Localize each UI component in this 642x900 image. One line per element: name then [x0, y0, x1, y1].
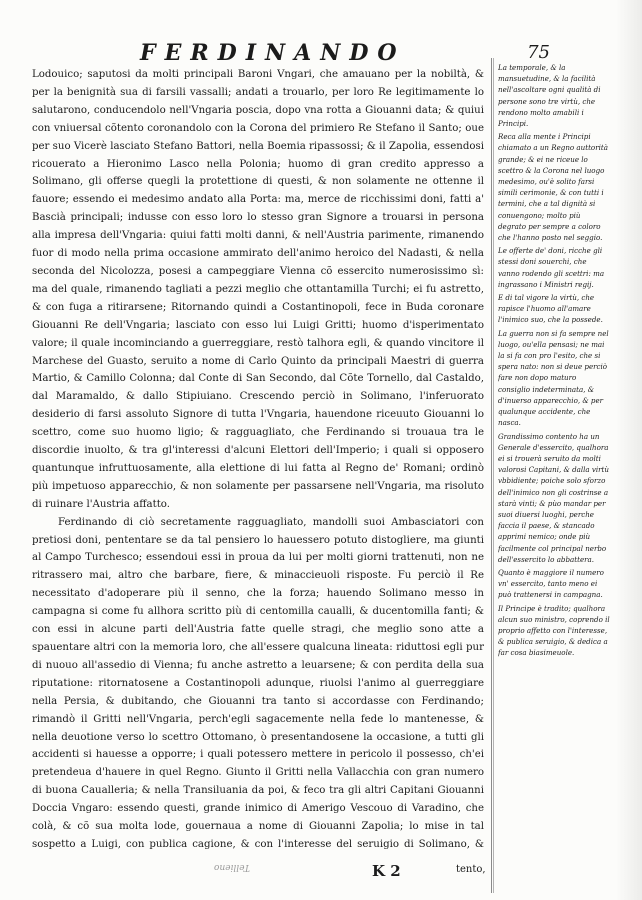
margin-note: Quanto è maggiore il numero vn' essercito, tanto meno ei può trattenersi in campagna. [498, 567, 604, 600]
running-title: FERDINANDO [140, 40, 406, 66]
margin-note: La temporale, & la mansuetudine, & la facilità nell'ascoltare ogni qualità di persone sono tre virtù, che rendono molto amabili i Principi. [498, 63, 601, 129]
marginal-notes [498, 62, 610, 852]
margin-note: E di tal vigore la virtù, che rapisce l'huomo all'amare l'inimico suo, che la possede. [498, 293, 603, 325]
catchword: tento, [456, 864, 486, 875]
bleed-through-text: Tellieno [214, 862, 250, 872]
margin-note: Il Principe è tradito; qualhora alcun suo ministro, coprendo il proprio affetto con l'interesse, & publica seruigio, & dedica a far cosa biasimeuole. [498, 603, 610, 658]
margin-note: Grandissimo contento ha un Generale d'essercito, qualhora ei si trouerà seruito da molti valorosi Capitani, & dalla virtù vbbidiente; poiche solo sforzo dell'inimico non gli costrinse a starà vinti; & pùo mandar per suoi diuersi luoghi, perche faccia il paese, & stancado apprimi nemico; onde più facilmente col principal nerbo dell'essercito lo abbattera. [498, 431, 609, 564]
page-number: 75 [527, 42, 550, 63]
main-text-column [32, 66, 484, 856]
signature-mark: K 2 [372, 862, 401, 880]
page-header [130, 40, 550, 66]
column-divider [491, 58, 492, 893]
page-edge-shadow [616, 0, 642, 900]
paragraph: Lodouico; saputosi da molti principali Baroni Vngari, che amauano per la nobiltà, & per la benignità sua di farsili vassalli; andati a trouarlo, per loro Re legitimamente lo salutarono, conducendolo nell'Vngaria poscia, dopo vna rotta a Giouanni data; & quiui con vniuersal cõtento coronandolo con la Corona del primiero Re Stefano il Santo; oue per suo Vicerè lasciato Stefano Battori, nella Boemia ripassossi; & il Zapolia, essendosi ricouerato a Hieronimo Lasco nella Polonia; huomo di gran credito appresso a Solimano, gli offerse quegli la protettione di questi, & non solamente ne ottenne il fauore; essendo ei medesimo andato alla Porta: ma, merce de ricchissimi doni, fatti a' Bascià principali; indusse con esso loro lo stesso gran Signore a trouarsi in persona alla impresa dell'Vngaria: quiui fatti molti danni, & nell'Austria parimente, rimanendo fuor di modo nella prima occasione ammirato dell'animo heroico del Nadasti, & nella seconda del Nicolozza, posesi a campeggiare Vienna cõ essercito numerosissimo sì: ma del quale, rimanendo tagliati a pezzi meglio che ottantamilla Turchi; ei fu astretto, & con fuga a ritirarsene; Ritornando quindi a Costantinopoli, fece in Buda coronare Giouanni Re dell'Vngaria; lasciato con esso lui Luigi Gritti; huomo d'isperimentato valore; il quale incominciando a guerreggiare, restò talhora egli, & quando vincitore il Marchese del Guasto, seruito a nome di Carlo Quinto da principali Maestri di guerra Martio, & Camillo Colonna; dal Conte di San Secondo, dal Cõte Tornello, dal Castaldo, dal Maramaldo, & dallo Stipiuiano. Crescendo perciò in Solimano, l'inferuorato desiderio di farsi assoluto Signore di tutta l'Vngaria, hauendone riceuuto Giouanni lo scettro, come suo huomo ligio; & ragguagliato, che Ferdinando si trouaua tra le discordie inuolto, & tra gl'interessi d'alcuni Elettori dell'Imperio; i quali si opposero quantunque infruttuosamente, alla elettione di lui fatta al Regno de' Romani; ordinò più impetuoso apparecchio, & non solamente per passarsene nell'Vngaria, ma risoluto di ruinare l'Austria affatto. [32, 69, 484, 510]
margin-note: Reca alla mente i Principi chiamato a un Regno auttorità grande; & ei ne riceue lo scettro & la Corona nel luogo medesimo, ou'è solito farsi simili cerimonie, & con tutti i termini, che a tal dignità si conuengono; molto più degrato per sempre a coloro che l'hanno posto nel seggio. [498, 132, 608, 243]
paragraph: Ferdinando di ciò secretamente ragguagliato, mandolli suoi Ambasciatori con pretiosi doni, pententare se da tal pensiero lo hauessero potuto distogliere, ma giunti al Campo Turchesco; essendoui essi in proua da lui per molti giorni trattenuti, non ne ritrassero mai, altro che barbare, fiere, & minaccieuoli risposte. Fu perciò il Re necessitato d'adoperare più il senno, che la forza; hauendo Solimano messo in campagna si come fu allhora scritto più di centomilla caualli, & ducentomilla fanti; & con essi in alcune parti dell'Austria fatte quelle stragi, che meglio sono atte a spauentare altri con la memoria loro, che all'essere qualcuna lineata: riduttosi egli pur di nuouo all'assedio di Vienna; fu anche astretto a leuarsene; & con perdita della sua riputatione: ritornatosene a Costantinopoli adunque, riuolsi l'animo al guerreggiare nella Persia, & dubitando, che Giouanni tra tanto si accordasse con Ferdinando; rimandò il Gritti nell'Vngaria, perch'egli sagacemente nella fede lo mantenesse, & nella deuotione verso lo scettro Ottomano, ò presentandosene la occasione, a tutti gli accidenti si hauesse a opporre; i quali potessero mettere in pericolo il possesso, ch'ei pretendeua d'hauere in quel Regno. Giunto il Gritti nella Vallacchia con gran numero di buona Caualleria; & nella Transiluania da poi, & feco tra gli altri Capitani Giouanni Doccia Vngaro: essendo questi, grande inimico di Amerigo Vescouo di Varadino, che colà, & cõ sua molta lode, gouernaua a nome di Giouanni Zapolia; lo mise in tal sospetto a Luigi, con publica cagione, & con l'interesse del seruigio di Solimano, & [32, 516, 484, 850]
column-divider-inner [493, 58, 494, 893]
margin-note: Le offerte de' doni, ricche gli stessi doni souerchi, che vanno rodendo gli scettri: ma ingrassano i Ministri regij. [498, 246, 605, 289]
margin-note: La guerra non si fa sempre nel luogo, ou'ella pensasi; ne mai la si fa con pro l'esito, che si spera nato: non si deue perciò fare non dopo maturo consiglio indeterminata, & d'inuerso apparecchio, & per qualunque accidente, che nasca. [498, 328, 609, 428]
